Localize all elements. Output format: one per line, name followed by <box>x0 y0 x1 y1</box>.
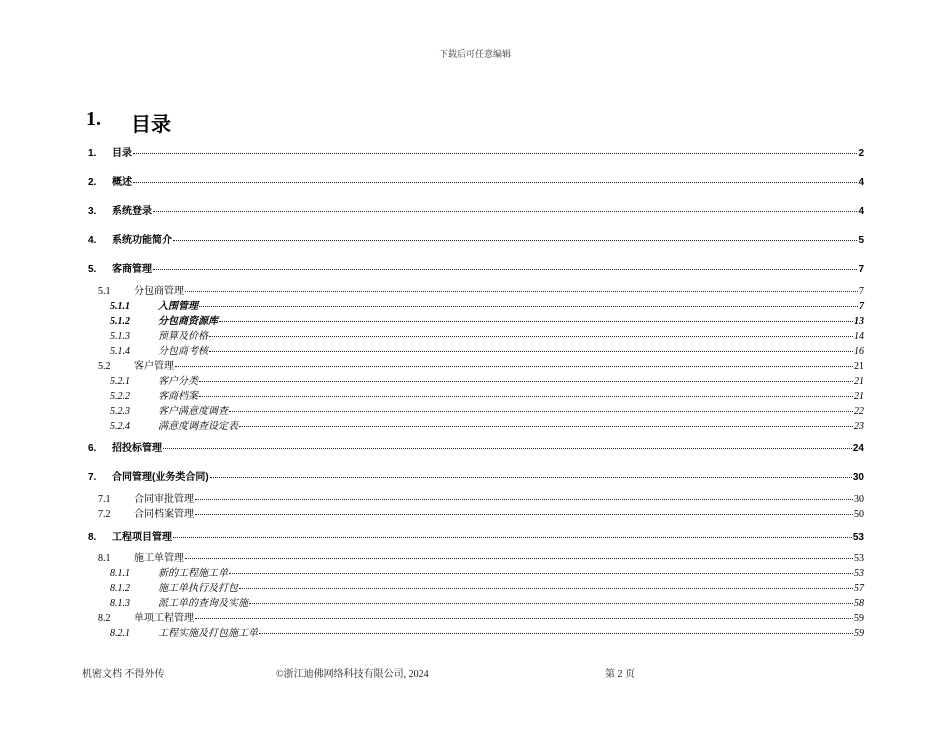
toc-entry-number: 8.1 <box>98 553 111 564</box>
toc-dot-leader <box>185 557 853 559</box>
toc-entry-page: 50 <box>854 509 864 520</box>
toc-entry[interactable] <box>88 528 864 543</box>
toc-entry-page: 30 <box>854 494 864 505</box>
toc-entry-page: 57 <box>854 583 864 594</box>
toc-entry-number: 7. <box>88 472 97 483</box>
toc-entry-number: 5.1.2 <box>110 316 130 327</box>
toc-entry-page: 53 <box>852 532 864 543</box>
toc-entry-number: 5.1.1 <box>110 301 130 312</box>
toc-entry-label: 满意度调查设定表 <box>158 421 238 432</box>
toc-entry-number: 7.1 <box>98 494 111 505</box>
toc-entry-label: 合同审批管理 <box>134 494 194 505</box>
toc-entry-label: 新的工程施工单 <box>158 568 228 579</box>
toc-entry-number: 8. <box>88 532 97 543</box>
toc-dot-leader <box>219 320 853 322</box>
toc-entry[interactable] <box>88 144 864 159</box>
toc-entry-page: 14 <box>854 331 864 342</box>
toc-entry-label: 合同档案管理 <box>134 509 194 520</box>
toc-dot-leader <box>199 380 853 382</box>
toc-entry-page: 24 <box>852 443 864 454</box>
toc-dot-leader <box>173 239 857 241</box>
toc-entry-label: 单项工程管理 <box>134 613 194 624</box>
toc-dot-leader <box>259 632 853 634</box>
toc-dot-leader <box>173 536 852 538</box>
toc-entry[interactable] <box>88 564 864 579</box>
toc-entry-page: 5 <box>858 235 864 246</box>
toc-entry-number: 8.2.1 <box>110 628 130 639</box>
toc-dot-leader <box>229 572 853 574</box>
toc-dot-leader <box>210 476 852 478</box>
toc-entry[interactable] <box>88 202 864 217</box>
toc-entry-label: 施工单执行及打包 <box>158 583 238 594</box>
toc-entry-label: 招投标管理 <box>112 443 162 454</box>
toc-entry-label: 概述 <box>112 177 132 188</box>
title-text: 目录 <box>131 114 171 136</box>
toc-entry-number: 8.1.1 <box>110 568 130 579</box>
toc-entry-page: 58 <box>854 598 864 609</box>
toc-entry-page: 13 <box>854 316 864 327</box>
toc-entry-label: 客户管理 <box>134 361 174 372</box>
toc-entry-label: 系统功能简介 <box>112 235 172 246</box>
toc-entry-number: 5.2.2 <box>110 391 130 402</box>
toc-entry-page: 21 <box>854 376 864 387</box>
toc-entry-number: 7.2 <box>98 509 111 520</box>
toc-entry-page: 2 <box>858 148 864 159</box>
footer-confidential: 机密文档 不得外传 <box>82 669 165 680</box>
toc-entry[interactable] <box>88 297 864 312</box>
toc-entry[interactable] <box>88 624 864 639</box>
toc-entry-page: 7 <box>859 301 864 312</box>
toc-entry-number: 5.2.1 <box>110 376 130 387</box>
toc-entry-page: 53 <box>854 568 864 579</box>
toc-entry-label: 施工单管理 <box>134 553 184 564</box>
toc-entry-label: 入围管理 <box>158 301 198 312</box>
toc-entry-label: 客户满意度调查 <box>158 406 228 417</box>
toc-entry-label: 工程实施及打包施工单 <box>158 628 258 639</box>
toc-entry[interactable] <box>88 609 864 624</box>
toc-entry-label: 客户分类 <box>158 376 198 387</box>
toc-entry-page: 23 <box>854 421 864 432</box>
page-title <box>86 108 171 137</box>
toc-entry[interactable] <box>88 327 864 342</box>
toc-entry-page: 7 <box>858 264 864 275</box>
toc-dot-leader <box>195 617 853 619</box>
toc-entry[interactable] <box>88 579 864 594</box>
title-number: 1. <box>86 108 101 130</box>
toc-dot-leader <box>153 268 857 270</box>
toc-dot-leader <box>133 181 857 183</box>
toc-entry-page: 53 <box>854 553 864 564</box>
toc-entry[interactable] <box>88 439 864 454</box>
toc-entry-page: 21 <box>854 361 864 372</box>
toc-entry[interactable] <box>88 594 864 609</box>
toc-entry-label: 客商档案 <box>158 391 198 402</box>
toc-entry-label: 分包商资源库 <box>158 316 218 327</box>
toc-entry-label: 分包商管理 <box>134 286 184 297</box>
toc-entry[interactable] <box>88 468 864 483</box>
toc-entry-label: 预算及价格 <box>158 331 208 342</box>
toc-entry-page: 21 <box>854 391 864 402</box>
toc-dot-leader <box>209 335 853 337</box>
toc-entry[interactable] <box>88 282 864 297</box>
toc-entry-number: 5.2.3 <box>110 406 130 417</box>
toc-entry-label: 分包商考核 <box>158 346 208 357</box>
toc-entry-number: 5.2 <box>98 361 111 372</box>
toc-dot-leader <box>199 395 853 397</box>
toc-entry-page: 59 <box>854 613 864 624</box>
toc-entry[interactable] <box>88 357 864 372</box>
toc-entry-number: 8.2 <box>98 613 111 624</box>
toc-entry-page: 4 <box>858 206 864 217</box>
toc-entry[interactable] <box>88 490 864 505</box>
toc-entry-label: 工程项目管理 <box>112 532 172 543</box>
toc-entry[interactable] <box>88 342 864 357</box>
toc-dot-leader <box>153 210 857 212</box>
toc-entry-label: 派工单的查询及实施 <box>158 598 248 609</box>
toc-dot-leader <box>185 290 858 292</box>
toc-entry-page: 22 <box>854 406 864 417</box>
toc-entry[interactable] <box>88 417 864 432</box>
toc-dot-leader <box>239 425 853 427</box>
toc-entry-number: 5.1 <box>98 286 111 297</box>
toc-dot-leader <box>163 447 852 449</box>
toc-entry-number: 5.1.3 <box>110 331 130 342</box>
toc-dot-leader <box>239 587 853 589</box>
page-header: 下载后可任意编辑 <box>438 49 511 59</box>
footer-copyright: ©浙江迪佛网络科技有限公司, 2024 <box>276 669 429 680</box>
toc-entry-number: 3. <box>88 206 97 217</box>
toc-entry-number: 4. <box>88 235 97 246</box>
toc-entry[interactable] <box>88 260 864 275</box>
toc-entry[interactable] <box>88 402 864 417</box>
toc-entry-label: 系统登录 <box>112 206 152 217</box>
toc-entry-number: 5.2.4 <box>110 421 130 432</box>
toc-entry-number: 5.1.4 <box>110 346 130 357</box>
footer-page-number: 第 2 页 <box>605 669 635 680</box>
toc-entry-number: 6. <box>88 443 97 454</box>
toc-entry[interactable] <box>88 549 864 564</box>
toc-entry-label: 客商管理 <box>112 264 152 275</box>
toc-entry-page: 16 <box>854 346 864 357</box>
toc-entry-label: 合同管理(业务类合同) <box>112 472 209 483</box>
toc-entry-number: 5. <box>88 264 97 275</box>
toc-dot-leader <box>175 365 853 367</box>
toc-entry[interactable] <box>88 372 864 387</box>
toc-entry-number: 2. <box>88 177 97 188</box>
toc-dot-leader <box>195 498 853 500</box>
toc-dot-leader <box>249 602 853 604</box>
toc-entry-page: 7 <box>859 286 864 297</box>
toc-dot-leader <box>195 513 853 515</box>
toc-dot-leader <box>209 350 853 352</box>
toc-entry-page: 59 <box>854 628 864 639</box>
toc-entry-page: 30 <box>852 472 864 483</box>
toc-entry[interactable] <box>88 231 864 246</box>
toc-entry[interactable] <box>88 173 864 188</box>
toc-entry-number: 8.1.2 <box>110 583 130 594</box>
toc-dot-leader <box>199 305 858 307</box>
toc-dot-leader <box>229 410 853 412</box>
toc-dot-leader <box>133 152 857 154</box>
toc-entry[interactable] <box>88 505 864 520</box>
toc-entry-number: 8.1.3 <box>110 598 130 609</box>
toc-entry[interactable] <box>88 312 864 327</box>
toc-entry-number: 1. <box>88 148 97 159</box>
toc-entry[interactable] <box>88 387 864 402</box>
toc-entry-page: 4 <box>858 177 864 188</box>
toc-entry-label: 目录 <box>112 148 132 159</box>
